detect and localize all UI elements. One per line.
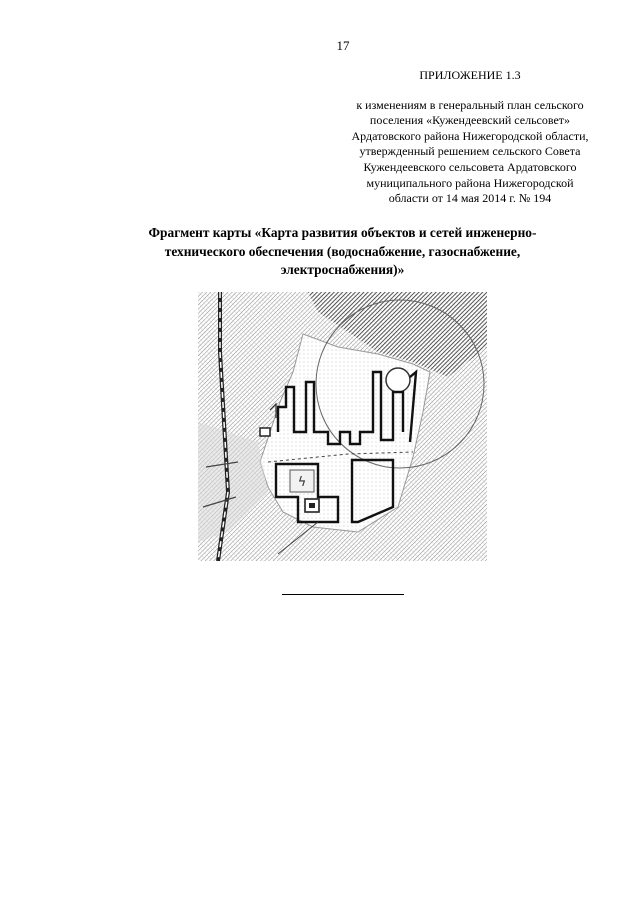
end-rule [282,594,404,595]
map-image [198,292,487,561]
page-number: 17 [336,38,350,53]
appendix-line: Ардатовского района Нижегородской области, [351,128,589,143]
appendix-line: утвержденный решением сельского Совета [359,144,581,159]
facility-circle [386,368,410,392]
map-title-line: технического обеспечения (водоснабжение, газоснабжение, [164,243,521,259]
appendix-line: поселения «Кужендеевский сельсовет» [369,113,571,128]
lightning-icon: ϟ [297,475,307,490]
appendix-title: ПРИЛОЖЕНИЕ 1.3 [419,68,521,82]
appendix-line: Кужендеевского сельсовета Ардатовского [363,159,577,174]
appendix-line: области от 14 мая 2014 г. № 194 [388,191,552,206]
appendix-block [340,68,600,207]
appendix-line: муниципального района Нижегородской [366,175,574,190]
map-title-line: Фрагмент карты «Карта развития объектов и сетей инженерно- [148,225,537,240]
map-title [100,224,585,280]
appendix-line: к изменениям в генеральный план сельского [356,97,584,112]
map-title-line: электроснабжения)» [280,262,405,277]
map-fragment [198,292,487,561]
